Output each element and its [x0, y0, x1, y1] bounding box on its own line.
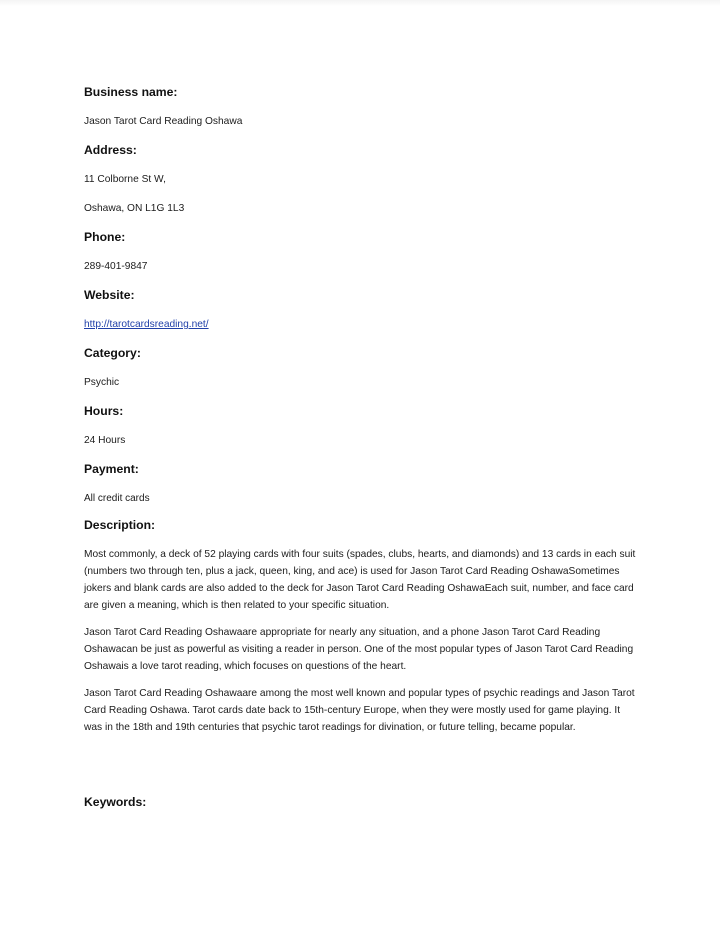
address-line-2: Oshawa, ON L1G 1L3 [84, 203, 185, 214]
business-name-value: Jason Tarot Card Reading Oshawa [84, 116, 243, 127]
phone-value: 289-401-9847 [84, 261, 148, 272]
category-value: Psychic [84, 377, 120, 388]
hours-label: Hours: [84, 404, 124, 418]
address-line-1: 11 Colborne St W, [84, 174, 166, 185]
address-label: Address: [84, 143, 137, 157]
category-label: Category: [84, 346, 141, 360]
website-label: Website: [84, 288, 135, 302]
keywords-label: Keywords: [84, 795, 147, 809]
description-paragraph: Jason Tarot Card Reading Oshawaare appropriate for nearly any situation, and a phone Jason Tarot Card Reading Oshawacan be just as powerful as visiting a reader in person. One of the most popular types of Jason Tarot Card Reading Oshawais a love tarot reading, which focuses on questions of the heart. [84, 627, 634, 672]
website-line [84, 318, 209, 331]
phone-label: Phone: [84, 230, 126, 244]
hours-value: 24 Hours [84, 435, 126, 446]
description-label: Description: [84, 518, 156, 532]
business-name-label: Business name: [84, 85, 178, 99]
payment-label: Payment: [84, 462, 139, 476]
page-top-edge [0, 0, 720, 6]
description-paragraph: Most commonly, a deck of 52 playing cards with four suits (spades, clubs, hearts, and diamonds) and 13 cards in each suit (numbers two through ten, plus a jack, queen, king, and ace) is used for Jason Tarot Card Reading OshawaSometimes jokers and blank cards are also added to the deck for Jason Tarot Card Reading OshawaEach suit, number, and face card are given a meaning, which is then related to your specific situation. [84, 549, 636, 611]
payment-value: All credit cards [84, 493, 150, 504]
description-paragraph: Jason Tarot Card Reading Oshawaare among the most well known and popular types of psychic readings and Jason Tarot Card Reading Oshawa. Tarot cards date back to 15th-century Europe, when they were mostly used for game playing. It was in the 18th and 19th centuries that psychic tarot readings for divination, or future telling, became popular. [84, 688, 635, 733]
website-link[interactable]: http://tarotcardsreading.net/ [84, 319, 209, 330]
